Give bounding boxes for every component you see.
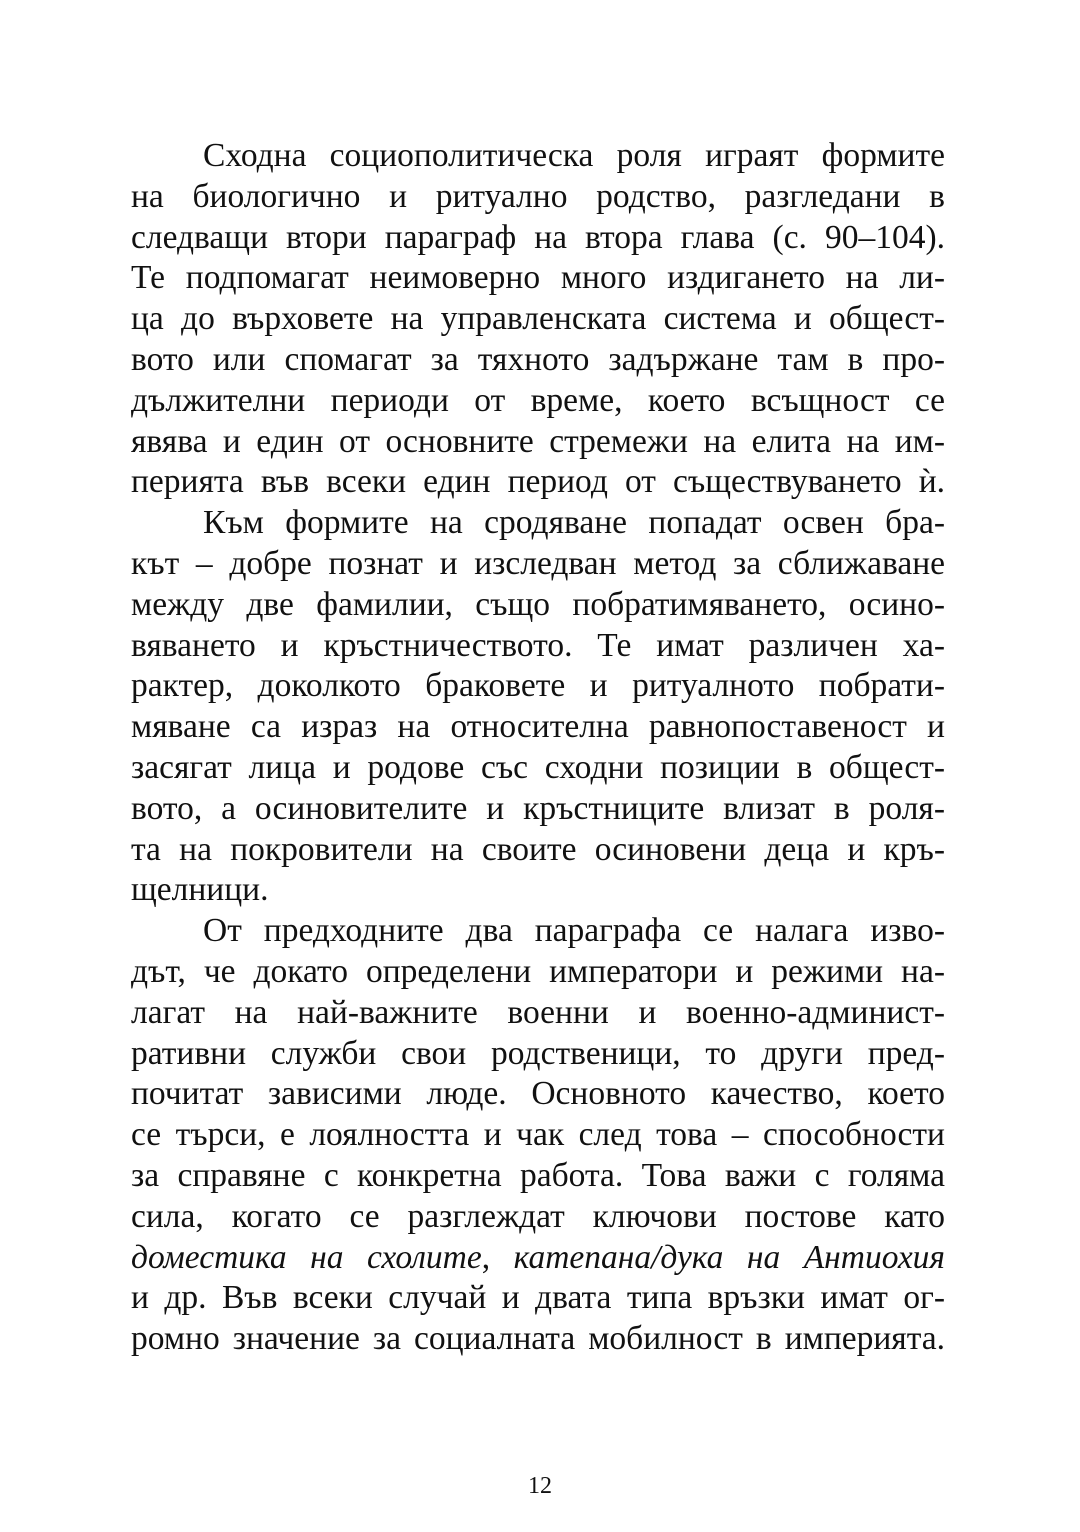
text-line: следващи втори параграф на втора глава (с. 90–104). (131, 218, 945, 256)
text-line: сила, когато се разглеждат ключови постове като (131, 1197, 945, 1235)
text-line: вяването и кръстничеството. Те имат различен ха- (131, 626, 945, 664)
italic-terms-line (131, 1238, 945, 1279)
paragraph-2 (131, 503, 945, 911)
text-line: кът – добре познат и изследван метод за сближаване (131, 544, 945, 582)
text-line: дът, че докато определени императори и режими на- (131, 952, 945, 990)
text-line: вото, а осиновителите и кръстниците влизат в роля- (131, 789, 945, 827)
text-line: явява и един от основните стремежи на елита на им- (131, 422, 945, 460)
text-line: вото или спомагат за тяхното задържане там в про- (131, 340, 945, 378)
page-number: 12 (528, 1473, 552, 1499)
text-line: се търси, е лоялността и чак след това – способности (131, 1116, 945, 1154)
text-line: ромно значение за социалната мобилност в империята. (131, 1320, 945, 1358)
text-line: Към формите на сродяване попадат освен бра- (203, 504, 945, 542)
text-line: щелници. (131, 871, 269, 909)
text-line: и др. Във всеки случай и двата типа връзки имат ог- (131, 1279, 945, 1317)
text-line: рактер, доколкото браковете и ритуалното побрати- (131, 667, 945, 705)
italic-term: доместика на схолите (131, 1238, 482, 1276)
text-line: засягат лица и родове със сходни позиции в общест- (131, 748, 945, 786)
body-text (131, 136, 945, 1360)
text-line: ца до върховете на управленската система и общест- (131, 300, 945, 338)
paragraph-3 (131, 911, 945, 1360)
text-line: мяване са израз на относителна равнопоставеност и (131, 708, 945, 746)
text-line: лагат на най-важните военни и военно-админист- (131, 993, 945, 1031)
text-line: та на покровители на своите осиновени деца и кръ- (131, 830, 945, 868)
text-line: на биологично и ритуално родство, разгледани в (131, 177, 945, 215)
text-line: между две фамилии, също побратимяването, осино- (131, 585, 945, 623)
text-line: почитат зависими люде. Основното качество, което (131, 1075, 945, 1113)
text-line: ративни служби свои родственици, то други пред- (131, 1034, 945, 1072)
italic-term: катепана/дука на Антиохия (513, 1238, 946, 1276)
text-line: за справяне с конкретна работа. Това важи с голяма (131, 1156, 945, 1194)
text-line: Сходна социополитическа роля играят формите (203, 137, 945, 174)
text-line: Те подпомагат неимоверно много издигането на ли- (131, 259, 945, 297)
paragraph-1 (131, 136, 945, 503)
text-line: перията във всеки един период от съществуването ѝ. (131, 463, 945, 501)
text-line: дължителни периоди от време, което всъщност се (131, 381, 945, 419)
term-separator: , (481, 1238, 514, 1276)
text-line: От предходните два параграфа се налага изво- (203, 912, 945, 950)
